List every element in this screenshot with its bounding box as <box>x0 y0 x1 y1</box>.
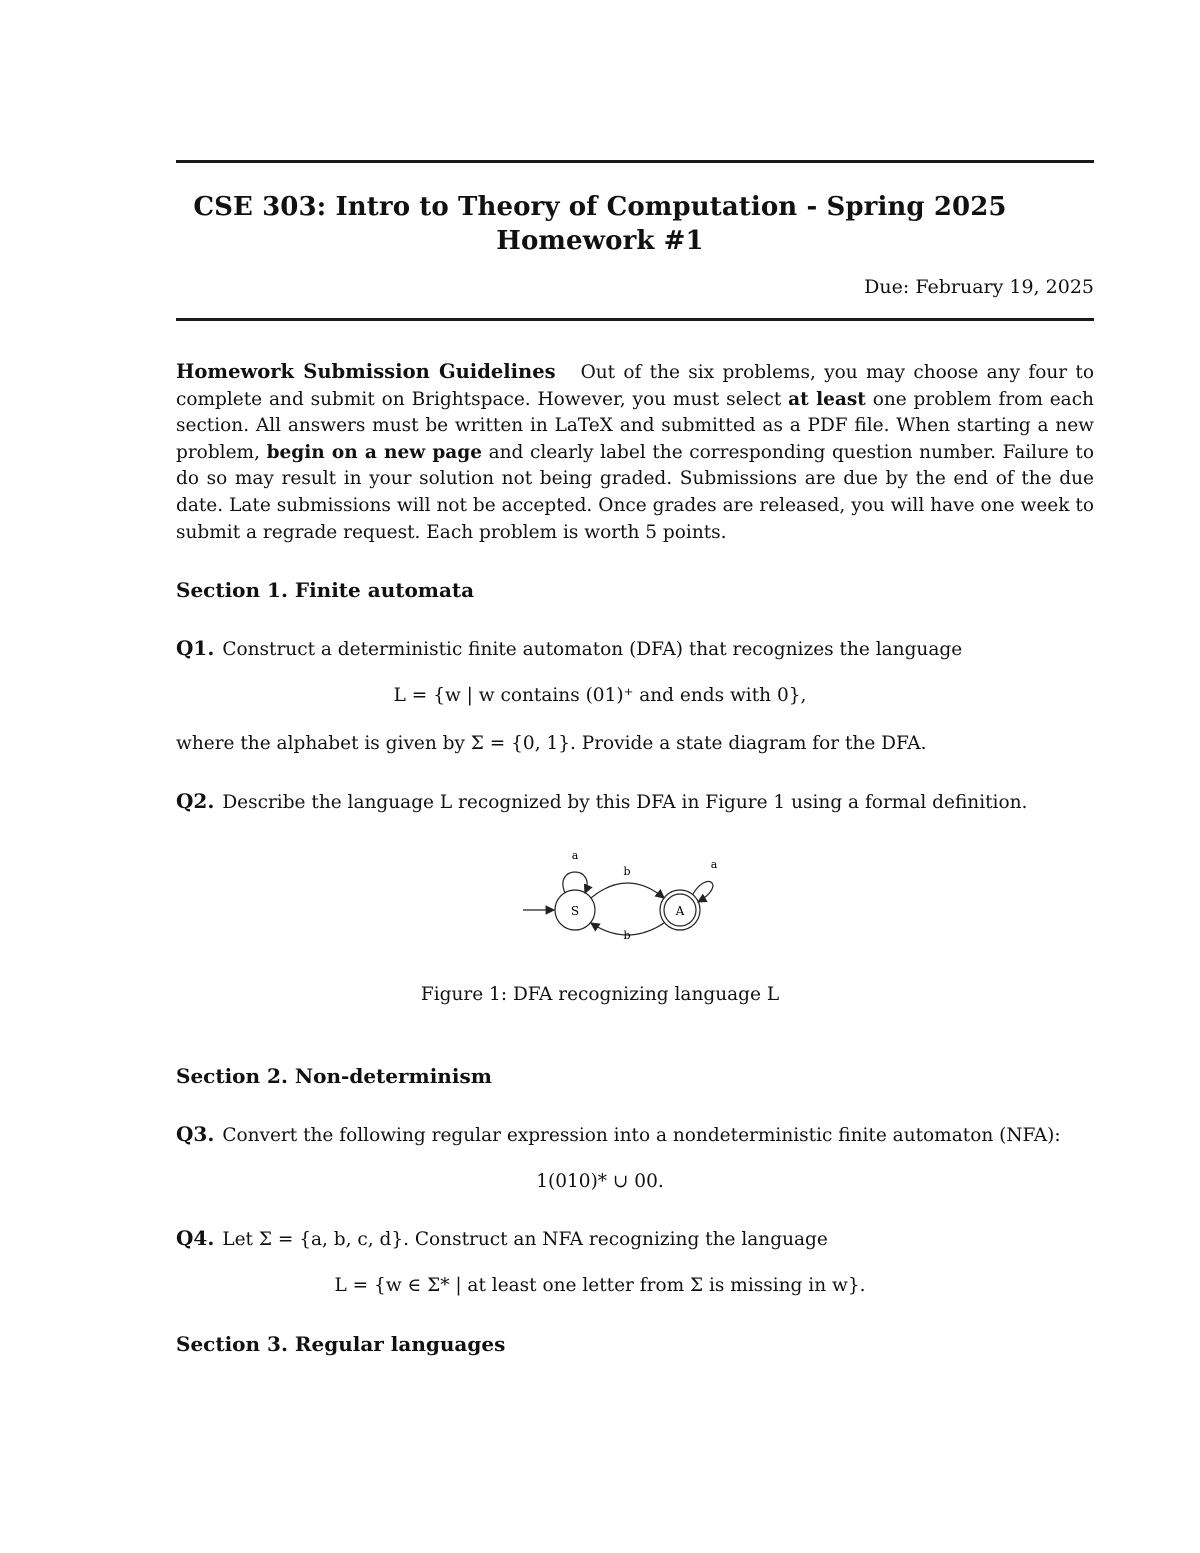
figure-caption: Figure 1: DFA recognizing language L <box>420 984 780 1005</box>
section-2-title: Section 2. Non-determinism <box>176 1064 492 1088</box>
q3-label: Q3. <box>176 1122 215 1146</box>
edge-a-to-s-label: b <box>623 929 631 942</box>
dfa-figure <box>515 845 735 945</box>
guidelines-bold-1: at least <box>788 388 866 410</box>
q1-formula: L = {w | w contains (01)⁺ and ends with 0}, <box>393 685 807 706</box>
assignment-title: Homework #1 <box>496 226 704 256</box>
bottom-rule <box>176 318 1094 321</box>
guidelines-text-2: one problem from each section. All answers must be written in <box>176 388 1094 437</box>
latex-logo: LaTeX <box>554 415 613 437</box>
guidelines-heading: Homework Submission Guidelines <box>176 360 556 383</box>
q3 <box>176 1122 1094 1146</box>
q1-text: Construct a deterministic finite automaton (DFA) that recognizes the language <box>222 639 963 660</box>
guidelines-text-3: and submitted as a PDF file. When starting a new problem, <box>176 415 1095 463</box>
q3-formula: 1(010)* ∪ 00. <box>536 1171 664 1192</box>
q4 <box>176 1226 1094 1250</box>
submission-guidelines <box>176 359 1094 546</box>
q1-label: Q1. <box>176 636 215 660</box>
q2-text: Describe the language L recognized by this DFA in Figure 1 using a formal definition. <box>222 792 1028 813</box>
loop-a-label: a <box>710 858 718 871</box>
guidelines-text-1: Out of the six problems, you may choose any four to complete and submit on Brightspace. However, you must select <box>176 362 1094 410</box>
q3-text: Convert the following regular expression into a nondeterministic finite automaton (NFA): <box>222 1125 1061 1146</box>
q1 <box>176 636 1094 660</box>
course-title: CSE 303: Intro to Theory of Computation - Spring 2025 <box>193 192 1007 222</box>
q4-formula: L = {w ∈ Σ* | at least one letter from Σ is missing in w}. <box>334 1275 866 1296</box>
q2-label: Q2. <box>176 789 215 813</box>
section-3-title: Section 3. Regular languages <box>176 1332 506 1356</box>
edge-s-to-a <box>591 883 664 898</box>
state-a-label: A <box>675 904 685 918</box>
due-date: Due: February 19, 2025 <box>864 276 1094 298</box>
guidelines-bold-2: begin on a new page <box>266 441 482 463</box>
section-1-title: Section 1. Finite automata <box>176 578 475 602</box>
q4-label: Q4. <box>176 1226 215 1250</box>
guidelines-text-4: and clearly label the corresponding question number. Failure to do so may result in your solution not being graded. Submissions are due by the end of the due date. Late submissions will not be accepted. Once grades are released, you will have one week to submit a regrade request. Each problem is worth 5 points. <box>176 441 1094 543</box>
q1-followup: where the alphabet is given by Σ = {0, 1}. Provide a state diagram for the DFA. <box>176 733 927 754</box>
state-s-label: S <box>570 904 580 918</box>
loop-s-label: a <box>571 849 579 862</box>
edge-s-to-a-label: b <box>623 865 631 878</box>
q4-text: Let Σ = {a, b, c, d}. Construct an NFA recognizing the language <box>222 1229 828 1250</box>
q2 <box>176 789 1094 813</box>
top-rule <box>176 160 1094 163</box>
